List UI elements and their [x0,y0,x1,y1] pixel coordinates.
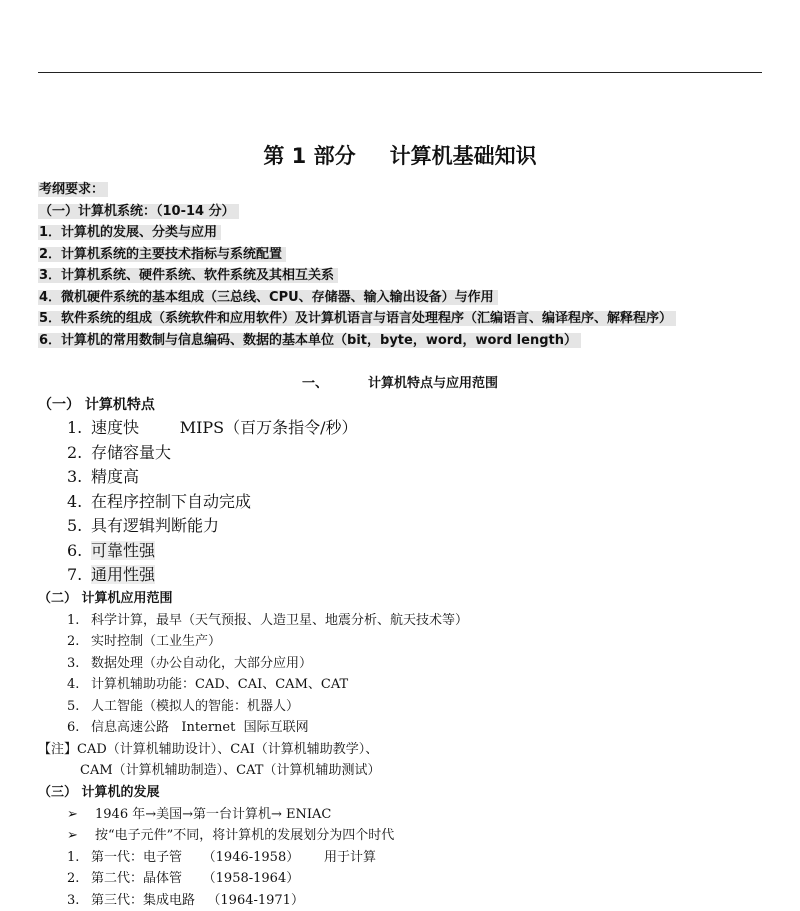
req-item: 2．计算机系统的主要技术指标与系统配置 [38,247,286,262]
section-body [38,394,468,911]
list-item: 1. 第一代：电子管 （1946-1958） 用于计算 [38,847,468,869]
section-number: 一、 [302,376,328,391]
req-item: 5．软件系统的组成（系统软件和应用软件）及计算机语言与语言处理程序（汇编语言、编译程序、解释程序） [38,311,676,326]
header-rule [38,72,762,73]
list-item: 6. 信息高速公路 Internet 国际互联网 [38,717,468,739]
req-item: 1．计算机的发展、分类与应用 [38,225,221,240]
features-heading: （一） 计算机特点 [38,394,468,416]
note-line: 【注】CAD（计算机辅助设计）、CAI（计算机辅助教学）、 [38,739,468,761]
bullet-item: ➢ 按“电子元件”不同，将计算机的发展划分为四个时代 [38,825,468,847]
list-item: 2. 存储容量大 [38,441,468,466]
bullet-item: ➢ 1946 年→美国→第一台计算机→ ENIAC [38,804,468,826]
list-item: 3. 精度高 [38,465,468,490]
note-line: CAM（计算机辅助制造）、CAT（计算机辅助测试） [38,760,468,782]
list-item: 5. 人工智能（模拟人的智能：机器人） [38,696,468,718]
list-item: 6. 可靠性强 [38,539,468,564]
list-item: 3. 第三代：集成电路 （1964-1971） [38,890,468,911]
list-item: 1. 速度快 MIPS（百万条指令/秒） [38,416,468,441]
requirements-block [38,179,676,351]
section-heading [0,372,800,391]
list-item: 2. 实时控制（工业生产） [38,631,468,653]
page-title [0,140,800,170]
list-item: 5. 具有逻辑判断能力 [38,514,468,539]
apps-heading: （二） 计算机应用范围 [38,588,468,610]
title-main: 计算机基础知识 [390,144,537,168]
list-item: 7. 通用性强 [38,563,468,588]
list-item: 2. 第二代：晶体管 （1958-1964） [38,868,468,890]
list-item: 1. 科学计算，最早（天气预报、人造卫星、地震分析、航天技术等） [38,610,468,632]
dev-heading: （三） 计算机的发展 [38,782,468,804]
list-item: 4. 在程序控制下自动完成 [38,490,468,515]
bullet-arrow-icon: ➢ [67,825,95,847]
list-item: 3. 数据处理（办公自动化，大部分应用） [38,653,468,675]
req-item: 6．计算机的常用数制与信息编码、数据的基本单位（bit，byte，word，word length） [38,333,581,348]
bullet-arrow-icon: ➢ [67,804,95,826]
title-part: 第 1 部分 [263,144,355,168]
req-item: 3．计算机系统、硬件系统、软件系统及其相互关系 [38,268,338,283]
req-item: 4．微机硬件系统的基本组成（三总线、CPU、存储器、输入输出设备）与作用 [38,290,498,305]
list-item: 4. 计算机辅助功能：CAD、CAI、CAM、CAT [38,674,468,696]
req-heading: 考纲要求： [38,182,108,197]
section-title: 计算机特点与应用范围 [368,376,498,391]
req-item: （一）计算机系统：（10-14 分） [38,204,239,219]
